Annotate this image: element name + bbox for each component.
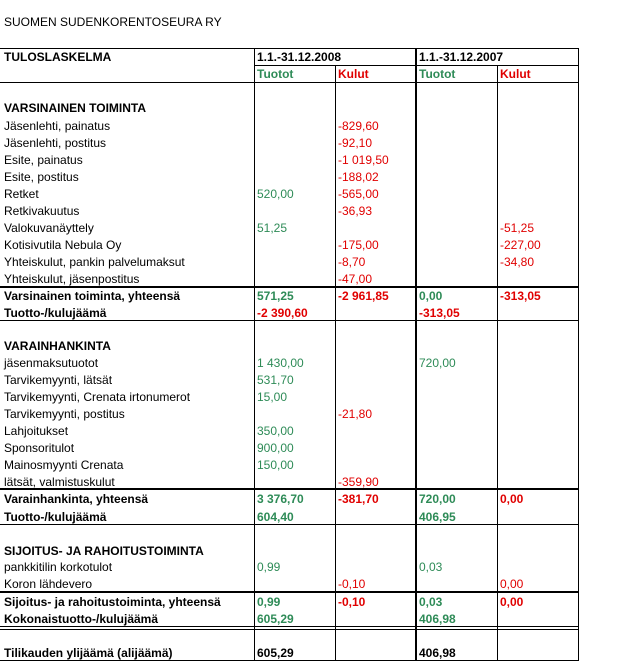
row-value-exp08: -175,00	[338, 238, 379, 252]
row-value-inc07: 0,03	[419, 560, 443, 574]
row-value-inc08: 150,00	[257, 458, 294, 472]
header-bottom-line	[0, 82, 579, 83]
investment-result-label: Kokonaistuotto-/kulujäämä	[4, 612, 159, 626]
row-label: Valokuvanäyttely	[4, 221, 94, 235]
section-title-investment: SIJOITUS- JA RAHOITUSTOIMINTA	[4, 544, 204, 558]
row-value-exp08: -36,93	[338, 204, 373, 218]
row-label: Retkivakuutus	[4, 204, 80, 218]
row-label: Tarvikemyynti, Crenata irtonumerot	[4, 390, 191, 404]
row-label: Jäsenlehti, painatus	[4, 119, 111, 133]
statement-title: TULOSLASKELMA	[4, 50, 112, 64]
period-2007: 1.1.-31.12.2007	[419, 50, 504, 64]
row-value-exp08: -0,10	[338, 577, 366, 591]
row-value-inc08: 15,00	[257, 390, 288, 404]
header-top-line	[0, 48, 579, 49]
main-total-inc08: 571,25	[257, 289, 294, 303]
col-divider-1	[254, 48, 255, 660]
row-label: Tarvikemyynti, postitus	[4, 407, 125, 421]
final-top-line	[0, 629, 579, 630]
row-value-exp08: -92,10	[338, 136, 373, 150]
main-total-label: Varsinainen toiminta, yhteensä	[4, 289, 181, 303]
section-title-main: VARSINAINEN TOIMINTA	[4, 101, 147, 115]
row-value-inc08: 531,70	[257, 373, 294, 387]
period-2008: 1.1.-31.12.2008	[257, 50, 342, 64]
income-header-2008: Tuotot	[257, 67, 294, 81]
row-value-exp08: -829,60	[338, 119, 379, 133]
main-result-2008: -2 390,60	[257, 306, 308, 320]
row-value-exp08: -47,00	[338, 272, 373, 286]
investment-result-2008: 605,29	[257, 612, 294, 626]
row-label: Sponsoritulot	[4, 441, 75, 455]
row-label: jäsenmaksutuotot	[4, 356, 99, 370]
final-bottom-line	[0, 660, 579, 661]
main-result-label: Tuotto-/kulujäämä	[4, 306, 107, 320]
funding-result-bottom-line	[0, 524, 579, 525]
row-label: lätsät, valmistuskulut	[4, 475, 115, 489]
main-total-inc07: 0,00	[419, 289, 443, 303]
row-label: Kotisivutila Nebula Oy	[4, 238, 122, 252]
col-divider-3	[415, 48, 417, 660]
row-label: Esite, postitus	[4, 170, 79, 184]
main-result-bottom-line	[0, 320, 579, 321]
row-value-exp07: 0,00	[500, 577, 524, 591]
final-label: Tilikauden ylijäämä (alijäämä)	[4, 646, 173, 660]
investment-total-inc08: 0,99	[257, 595, 281, 609]
row-label: Jäsenlehti, postitus	[4, 136, 107, 150]
income-header-2007: Tuotot	[419, 67, 456, 81]
org-name: SUOMEN SUDENKORENTOSEURA RY	[4, 15, 222, 29]
row-label: Yhteiskulut, jäsenpostitus	[4, 272, 140, 286]
row-value-inc08: 350,00	[257, 424, 294, 438]
col-divider-5	[578, 48, 579, 660]
row-label: Koron lähdevero	[4, 577, 93, 591]
row-value-inc08: 51,25	[257, 221, 288, 235]
row-label: Mainosmyynti Crenata	[4, 458, 124, 472]
row-value-exp08: -21,80	[338, 407, 373, 421]
row-value-exp07: -51,25	[500, 221, 535, 235]
row-value-inc08: 900,00	[257, 441, 294, 455]
row-label: Yhteiskulut, pankin palvelumaksut	[4, 255, 185, 269]
row-label: Esite, painatus	[4, 153, 83, 167]
funding-total-label: Varainhankinta, yhteensä	[4, 492, 149, 506]
row-label: Lahjoitukset	[4, 424, 69, 438]
investment-total-exp07: 0,00	[500, 595, 524, 609]
investment-total-inc07: 0,03	[419, 595, 443, 609]
row-value-inc07: 720,00	[419, 356, 456, 370]
row-value-exp08: -1 019,50	[338, 153, 389, 167]
investment-result-2007: 406,98	[419, 612, 456, 626]
final-2007: 406,98	[419, 646, 456, 660]
row-value-exp07: -34,80	[500, 255, 535, 269]
final-2008: 605,29	[257, 646, 294, 660]
funding-result-2008: 604,40	[257, 510, 294, 524]
col-divider-4	[497, 65, 498, 660]
row-value-exp08: -565,00	[338, 187, 379, 201]
expense-header-2007: Kulut	[500, 67, 531, 81]
investment-total-exp08: -0,10	[338, 595, 366, 609]
row-value-inc08: 520,00	[257, 187, 294, 201]
col-divider-2	[335, 65, 336, 660]
row-value-exp08: -359,90	[338, 475, 379, 489]
row-value-exp08: -188,02	[338, 170, 379, 184]
funding-result-label: Tuotto-/kulujäämä	[4, 510, 107, 524]
main-total-exp08: -2 961,85	[338, 289, 389, 303]
main-total-exp07: -313,05	[500, 289, 541, 303]
main-result-2007: -313,05	[419, 306, 460, 320]
section-title-funding: VARAINHANKINTA	[4, 339, 111, 353]
investment-total-label: Sijoitus- ja rahoitustoiminta, yhteensä	[4, 595, 221, 609]
funding-total-inc08: 3 376,70	[257, 492, 304, 506]
row-label: pankkitilin korkotulot	[4, 560, 113, 574]
funding-result-2007: 406,95	[419, 510, 456, 524]
row-value-inc08: 1 430,00	[257, 356, 304, 370]
investment-result-bottom-line	[0, 626, 579, 627]
expense-header-2008: Kulut	[338, 67, 369, 81]
main-total-top-line	[0, 286, 579, 288]
row-value-inc08: 0,99	[257, 560, 281, 574]
row-label: Tarvikemyynti, lätsät	[4, 373, 113, 387]
investment-total-top-line	[0, 591, 579, 593]
funding-total-exp08: -381,70	[338, 492, 379, 506]
row-value-exp07: -227,00	[500, 238, 541, 252]
row-value-exp08: -8,70	[338, 255, 366, 269]
funding-total-exp07: 0,00	[500, 492, 524, 506]
funding-total-inc07: 720,00	[419, 492, 456, 506]
row-label: Retket	[4, 187, 39, 201]
